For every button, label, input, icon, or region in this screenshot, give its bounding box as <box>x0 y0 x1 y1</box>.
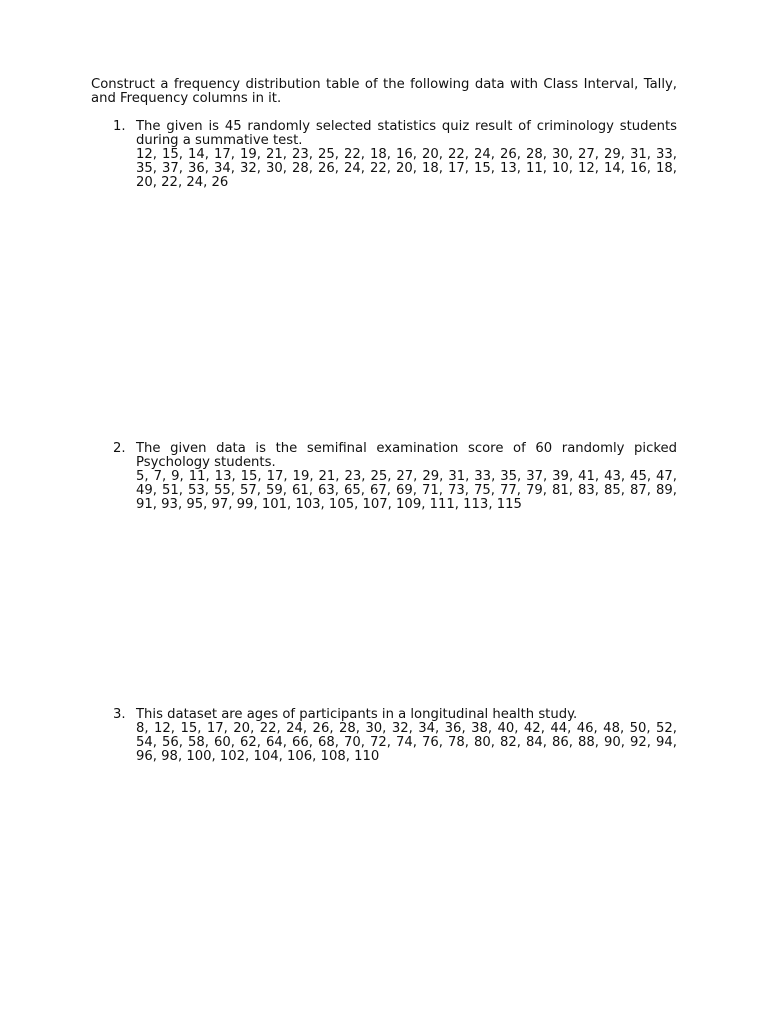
question-body <box>136 708 677 764</box>
question-number: 2. <box>113 441 126 456</box>
question-body <box>136 442 677 512</box>
question-description: The given data is the semifinal examination score of 60 randomly picked Psychology students. <box>136 441 677 470</box>
question-description: The given is 45 randomly selected statistics quiz result of criminology students during a summative test. <box>136 119 677 148</box>
question-item-2 <box>91 442 677 512</box>
question-number: 1. <box>113 119 126 134</box>
question-item-1 <box>91 120 677 190</box>
instruction-text: Construct a frequency distribution table of the following data with Class Interval, Tally, and Frequency columns in it. <box>91 77 677 106</box>
question-data: 5, 7, 9, 11, 13, 15, 17, 19, 21, 23, 25, 27, 29, 31, 33, 35, 37, 39, 41, 43, 45, 47, 49, 51, 53, 55, 57, 59, 61, 63, 65, 67, 69, 71, 73, 75, 77, 79, 81, 83, 85, 87, 89, 91, 93, 95, 97, 99, 101, 103, 105, 107, 109, 111, 113, 115 <box>136 469 677 512</box>
question-body <box>136 120 677 190</box>
question-data: 8, 12, 15, 17, 20, 22, 24, 26, 28, 30, 32, 34, 36, 38, 40, 42, 44, 46, 48, 50, 52, 54, 56, 58, 60, 62, 64, 66, 68, 70, 72, 74, 76, 78, 80, 82, 84, 86, 88, 90, 92, 94, 96, 98, 100, 102, 104, 106, 108, 110 <box>136 721 677 764</box>
question-item-3 <box>91 708 677 764</box>
question-description: This dataset are ages of participants in a longitudinal health study. <box>136 707 578 722</box>
question-data: 12, 15, 14, 17, 19, 21, 23, 25, 22, 18, 16, 20, 22, 24, 26, 28, 30, 27, 29, 31, 33, 35, 37, 36, 34, 32, 30, 28, 26, 24, 22, 20, 18, 17, 15, 13, 11, 10, 12, 14, 16, 18, 20, 22, 24, 26 <box>136 147 677 190</box>
question-number: 3. <box>113 707 126 722</box>
